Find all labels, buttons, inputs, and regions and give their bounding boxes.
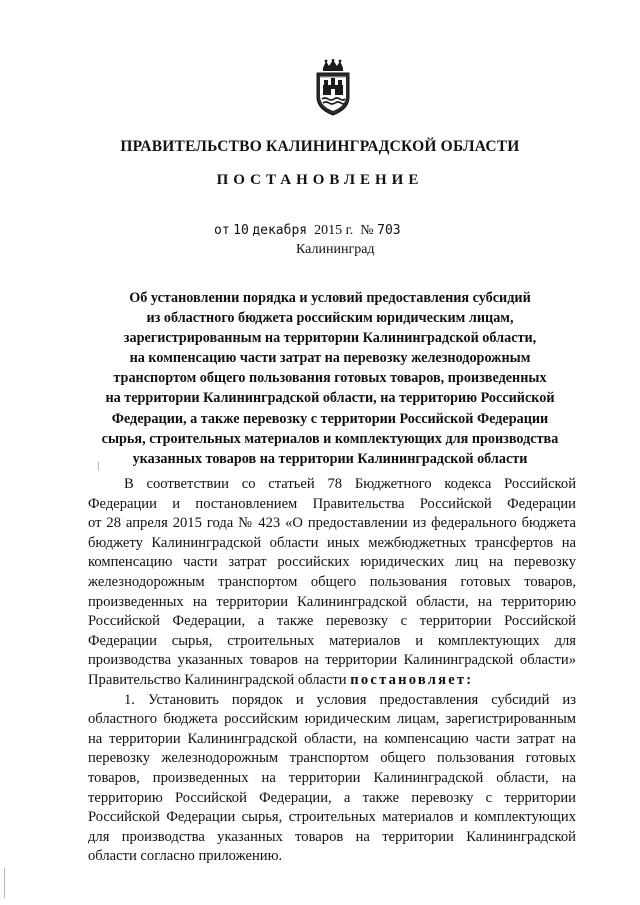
decree-subject bbox=[80, 288, 580, 469]
enact-prefix: Правительство Калининградской области bbox=[88, 671, 347, 688]
date-day: 10 bbox=[233, 223, 249, 238]
item-line: товаров, произведенных на территории Калининградской области, на bbox=[88, 769, 576, 786]
subject-line: транспортом общего пользования готовых товаров, произведенных bbox=[113, 370, 547, 387]
item-line: территорию Российской Федерации, а также перевозку с территории bbox=[88, 789, 576, 806]
subject-line: на компенсацию части затрат на перевозку железнодорожным bbox=[129, 350, 531, 367]
item-line: Российской Федерации сырья, строительных материалов и комплектующих bbox=[88, 809, 576, 826]
subject-line: на территории Калининградской области, на территорию Российской bbox=[105, 390, 555, 407]
item-line: 1. Установить порядок и условия предоставления субсидий из bbox=[124, 691, 576, 708]
subject-line: Федерации, а также перевозку с территории Российской Федерации bbox=[111, 410, 549, 427]
decree-date-number bbox=[214, 223, 401, 239]
subject-line: указанных товаров на территории Калининградской области bbox=[132, 450, 528, 467]
subject-line: Об установлении порядка и условий предоставления субсидий bbox=[129, 290, 531, 306]
subject-line: зарегистрированным на территории Калининградской области, bbox=[123, 330, 537, 347]
item-line: перевозку железнодорожным транспортом общего пользования готовых bbox=[88, 750, 576, 767]
body-line: В соответствии со статьей 78 Бюджетного кодекса Российской bbox=[124, 476, 576, 492]
body-line: компенсацию части затрат российских юридических лиц на перевозку bbox=[88, 554, 576, 571]
body-line: Федерации сырья, строительных материалов и комплектующих для bbox=[88, 632, 576, 649]
body-line: произведенных на территории Калининградской области, на территорию bbox=[88, 593, 576, 610]
number-sign: № bbox=[360, 223, 374, 238]
subject-line: сырья, строительных материалов и комплектующих для производства bbox=[101, 430, 559, 447]
item-line: для производства указанных товаров на территории Калининградской bbox=[88, 828, 576, 845]
body-line: производства указанных товаров на территории Калининградской области» bbox=[88, 652, 576, 669]
body-line: бюджету Калининградской области иных межбюджетных трансфертов на bbox=[88, 534, 576, 551]
government-title: ПРАВИТЕЛЬСТВО КАЛИНИНГРАДСКОЙ ОБЛАСТИ bbox=[120, 138, 520, 155]
coat-of-arms-emblem bbox=[311, 59, 355, 117]
city-name: Калининград bbox=[296, 242, 375, 257]
item-line: области согласно приложению. bbox=[88, 848, 283, 865]
enact-word: постановляет: bbox=[350, 671, 474, 688]
decree-number: 703 bbox=[377, 223, 401, 238]
subject-line: из областного бюджета российским юридическим лицам, bbox=[146, 310, 514, 327]
margin-scan-mark bbox=[98, 462, 99, 471]
margin-scan-mark bbox=[4, 868, 5, 898]
date-year: 2015 г. bbox=[314, 223, 354, 238]
document-type-title: ПОСТАНОВЛЕНИЕ bbox=[216, 172, 424, 188]
date-prefix: от bbox=[214, 223, 230, 238]
body-line: железнодорожным транспортом общего пользования готовых товаров, bbox=[88, 573, 576, 590]
decree-body bbox=[88, 475, 576, 867]
item-line: на территории Калининградской области, на компенсацию части затрат на bbox=[88, 730, 576, 747]
body-line: Федерации и постановлением Правительства Российской Федерации bbox=[88, 495, 576, 512]
item-line: областного бюджета российским юридическим лицам, зарегистрированным bbox=[88, 711, 576, 728]
body-line: от 28 апреля 2015 года № 423 «О предоставлении из федерального бюджета bbox=[88, 515, 576, 532]
date-month: декабря bbox=[252, 223, 308, 238]
body-line: Российской Федерации, а также перевозку с территории Российской bbox=[88, 613, 576, 630]
enact-line bbox=[88, 671, 576, 691]
